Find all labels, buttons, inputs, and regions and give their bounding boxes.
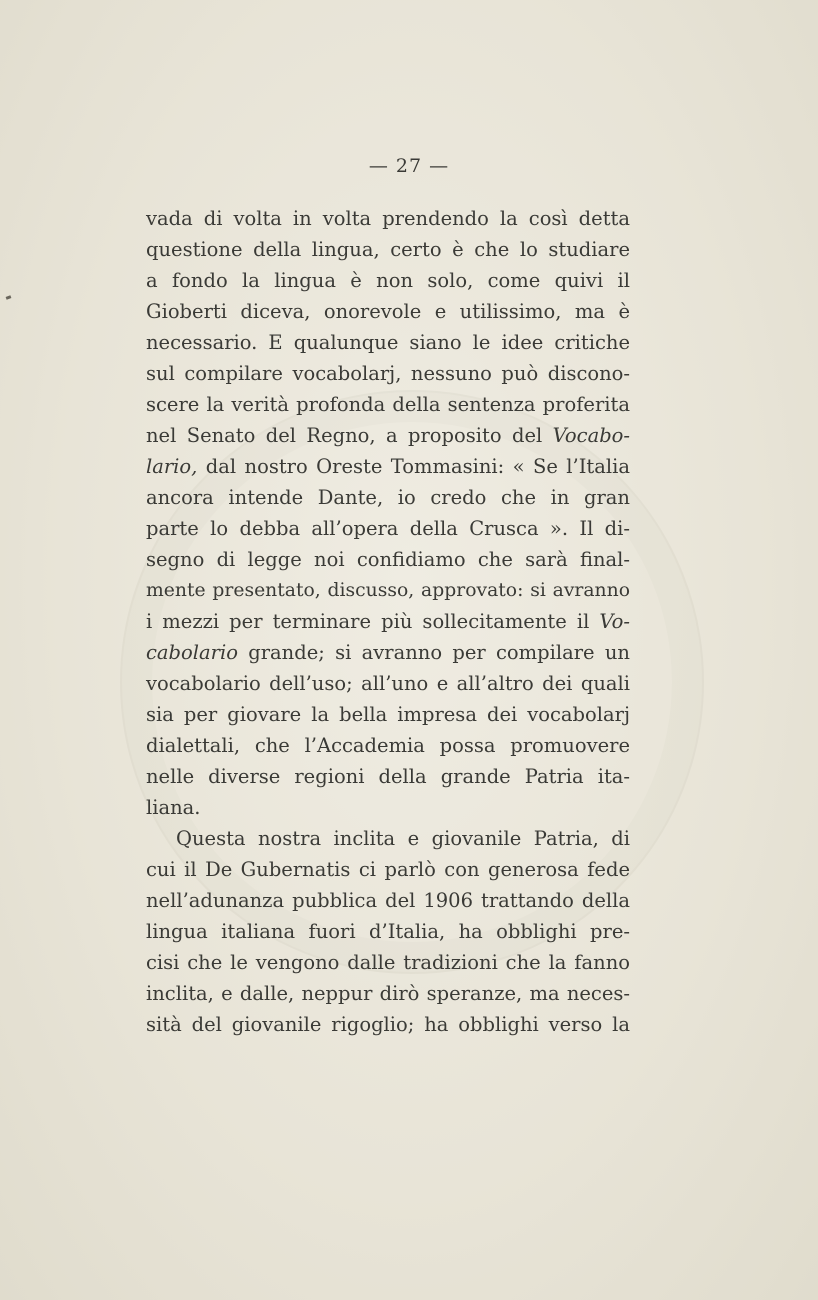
- text-line: cui il De Gubernatis ci parlò con generosa fede: [146, 858, 630, 881]
- text-line: nell’adunanza pubblica del 1906 trattando della: [146, 889, 630, 912]
- text-line: sul compilare vocabolarj, nessuno può discono-: [146, 362, 630, 385]
- text-line: Gioberti diceva, onorevole e utilissimo, ma è: [146, 300, 630, 323]
- italic-title: lario,: [146, 455, 198, 478]
- text-line: segno di legge noi confidiamo che sarà final-: [146, 548, 630, 571]
- italic-title: Vo-: [599, 610, 630, 633]
- text-line: cabolario grande; si avranno per compilare un: [146, 641, 630, 664]
- text-line: lario, dal nostro Oreste Tommasini: « Se l’Italia: [146, 455, 630, 478]
- text-line: liana.: [146, 796, 201, 819]
- margin-mark: [6, 295, 12, 300]
- text-line: vocabolario dell’uso; all’uno e all’altro dei quali: [146, 672, 630, 695]
- text-line: necessario. E qualunque siano le idee critiche: [146, 331, 630, 354]
- text-line: scere la verità profonda della sentenza proferita: [146, 393, 630, 416]
- text-line: ancora intende Dante, io credo che in gran: [146, 486, 630, 509]
- body-text: [146, 203, 630, 1040]
- text-line: sia per giovare la bella impresa dei vocabolarj: [146, 703, 630, 726]
- text-line: vada di volta in volta prendendo la così detta: [146, 207, 630, 230]
- text-line: lingua italiana fuori d’Italia, ha obblighi pre-: [146, 920, 630, 943]
- text-line: parte lo debba all’opera della Crusca ». Il di-: [146, 517, 630, 540]
- text-line: a fondo la lingua è non solo, come quivi il: [146, 269, 630, 292]
- text-line: sità del giovanile rigoglio; ha obblighi verso la: [146, 1013, 630, 1036]
- text-line: i mezzi per terminare più sollecitamente il Vo-: [146, 610, 630, 633]
- text-line: mente presentato, discusso, approvato: si avranno: [146, 580, 630, 601]
- text-line: nel Senato del Regno, a proposito del Vocabo-: [146, 424, 630, 447]
- italic-title: Vocabo-: [552, 424, 630, 447]
- page-number: — 27 —: [368, 155, 450, 177]
- text-line: nelle diverse regioni della grande Patria ita-: [146, 765, 630, 788]
- italic-title: cabolario: [146, 641, 238, 664]
- text-line: questione della lingua, certo è che lo studiare: [146, 238, 630, 261]
- text-line: Questa nostra inclita e giovanile Patria, di: [176, 827, 630, 850]
- text-line: dialettali, che l’Accademia possa promuovere: [146, 734, 630, 757]
- text-line: inclita, e dalle, neppur dirò speranze, ma neces-: [146, 982, 630, 1005]
- text-line: cisi che le vengono dalle tradizioni che la fanno: [146, 951, 630, 974]
